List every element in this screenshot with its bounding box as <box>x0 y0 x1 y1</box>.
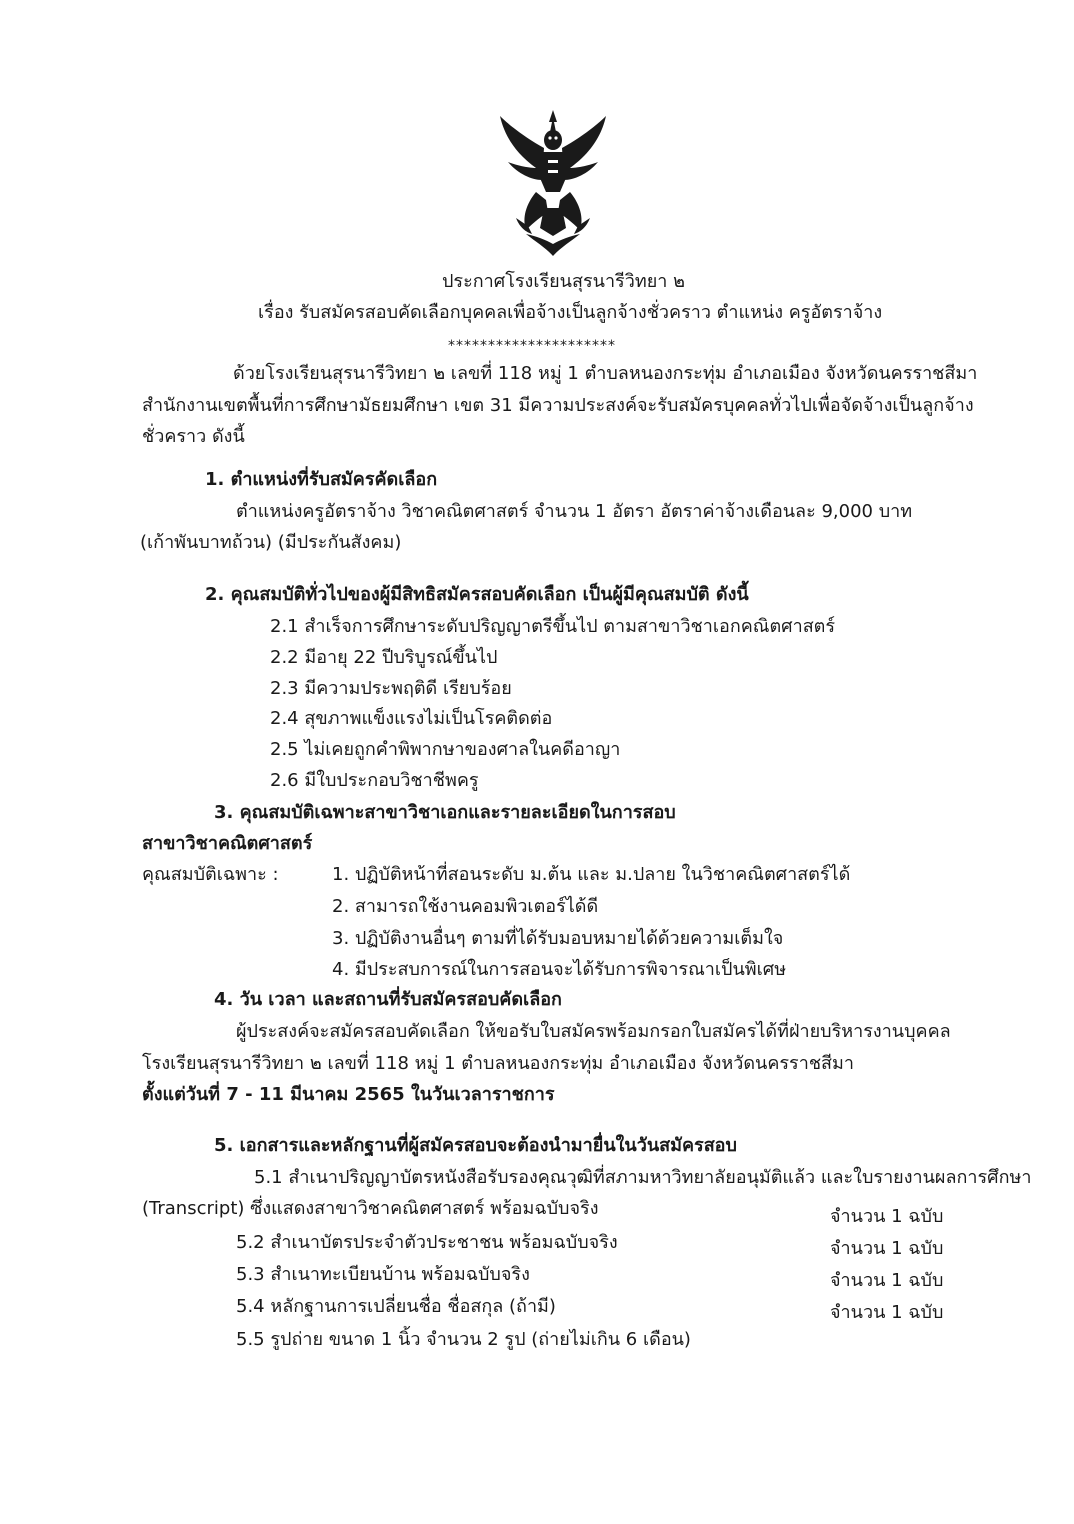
quantity-label: จำนวน 1 ฉบับ <box>830 1206 944 1227</box>
section-4-line-1: ผู้ประสงค์จะสมัครสอบคัดเลือก ให้ขอรับใบสมัครพร้อมกรอกใบสมัครได้ที่ฝ่ายบริหารงานบุคคล <box>236 1021 951 1042</box>
quantity-label: จำนวน 1 ฉบับ <box>830 1270 944 1291</box>
list-item: 2.3 มีความประพฤติดี เรียบร้อย <box>270 678 512 699</box>
intro-line-1: ด้วยโรงเรียนสุรนารีวิทยา ๒ เลขที่ 118 หมู่ 1 ตำบลหนองกระทุ่ม อำเภอเมือง จังหวัดนครราชสีมา <box>233 363 978 384</box>
section-3-subheading: สาขาวิชาคณิตศาสตร์ <box>142 833 313 854</box>
section-5-heading: 5. เอกสารและหลักฐานที่ผู้สมัครสอบจะต้องนำมายื่นในวันสมัครสอบ <box>214 1135 737 1156</box>
list-item: 5.4 หลักฐานการเปลี่ยนชื่อ ชื่อสกุล (ถ้ามี) <box>236 1296 556 1317</box>
garuda-emblem-icon <box>496 108 610 258</box>
list-item: 2. สามารถใช้งานคอมพิวเตอร์ได้ดี <box>332 896 599 917</box>
qualification-label: คุณสมบัติเฉพาะ : <box>142 864 279 885</box>
announcement-subject: เรื่อง รับสมัครสอบคัดเลือกบุคคลเพื่อจ้างเป็นลูกจ้างชั่วคราว ตำแหน่ง ครูอัตราจ้าง <box>258 302 883 323</box>
section-4-line-2: โรงเรียนสุรนารีวิทยา ๒ เลขที่ 118 หมู่ 1 ตำบลหนองกระทุ่ม อำเภอเมือง จังหวัดนครราชสีมา <box>142 1053 855 1074</box>
section-1-heading: 1. ตำแหน่งที่รับสมัครคัดเลือก <box>205 469 438 490</box>
list-item: 1. ปฏิบัติหน้าที่สอนระดับ ม.ต้น และ ม.ปลาย ในวิชาคณิตศาสตร์ได้ <box>332 864 851 885</box>
list-item: 4. มีประสบการณ์ในการสอนจะได้รับการพิจารณาเป็นพิเศษ <box>332 959 787 980</box>
list-item: (Transcript) ซึ่งแสดงสาขาวิชาคณิตศาสตร์ พร้อมฉบับจริง <box>142 1198 599 1219</box>
section-4-line-3: ตั้งแต่วันที่ 7 - 11 มีนาคม 2565 ในวันเวลาราชการ <box>142 1084 555 1105</box>
list-item: 2.4 สุขภาพแข็งแรงไม่เป็นโรคติดต่อ <box>270 708 553 729</box>
section-3-heading: 3. คุณสมบัติเฉพาะสาขาวิชาเอกและรายละเอียดในการสอบ <box>214 802 676 823</box>
section-1-line-2: (เก้าพันบาทถ้วน) (มีประกันสังคม) <box>140 532 402 553</box>
intro-line-3: ชั่วคราว ดังนี้ <box>142 426 245 447</box>
list-item: 2.6 มีใบประกอบวิชาชีพครู <box>270 770 479 791</box>
section-1-line-1: ตำแหน่งครูอัตราจ้าง วิชาคณิตศาสตร์ จำนวน 1 อัตรา อัตราค่าจ้างเดือนละ 9,000 บาท <box>236 501 913 522</box>
list-item: 2.1 สำเร็จการศึกษาระดับปริญญาตรีขึ้นไป ตามสาขาวิชาเอกคณิตศาสตร์ <box>270 616 836 637</box>
section-2-heading: 2. คุณสมบัติทั่วไปของผู้มีสิทธิสมัครสอบคัดเลือก เป็นผู้มีคุณสมบัติ ดังนี้ <box>205 584 749 605</box>
quantity-label: จำนวน 1 ฉบับ <box>830 1238 944 1259</box>
section-4-heading: 4. วัน เวลา และสถานที่รับสมัครสอบคัดเลือก <box>214 989 562 1010</box>
list-item: 3. ปฏิบัติงานอื่นๆ ตามที่ได้รับมอบหมายได้ด้วยความเต็มใจ <box>332 928 784 949</box>
announcement-title: ประกาศโรงเรียนสุรนารีวิทยา ๒ <box>442 271 685 292</box>
quantity-label: จำนวน 1 ฉบับ <box>830 1302 944 1323</box>
title-divider: ********************* <box>448 338 616 354</box>
list-item: 5.2 สำเนาบัตรประจำตัวประชาชน พร้อมฉบับจริง <box>236 1232 618 1253</box>
intro-line-2: สำนักงานเขตพื้นที่การศึกษามัธยมศึกษา เขต 31 มีความประสงค์จะรับสมัครบุคคลทั่วไปเพื่อจัดจ้างเป็นลูกจ้าง <box>142 395 974 416</box>
list-item: 2.2 มีอายุ 22 ปีบริบูรณ์ขึ้นไป <box>270 647 498 668</box>
list-item: 2.5 ไม่เคยถูกคำพิพากษาของศาลในคดีอาญา <box>270 739 621 760</box>
list-item: 5.5 รูปถ่าย ขนาด 1 นิ้ว จำนวน 2 รูป (ถ่ายไม่เกิน 6 เดือน) <box>236 1329 691 1350</box>
list-item: 5.1 สำเนาปริญญาบัตรหนังสือรับรองคุณวุฒิที่สภามหาวิทยาลัยอนุมัติแล้ว และใบรายงานผลการศึกษา <box>254 1167 1032 1188</box>
list-item: 5.3 สำเนาทะเบียนบ้าน พร้อมฉบับจริง <box>236 1264 530 1285</box>
